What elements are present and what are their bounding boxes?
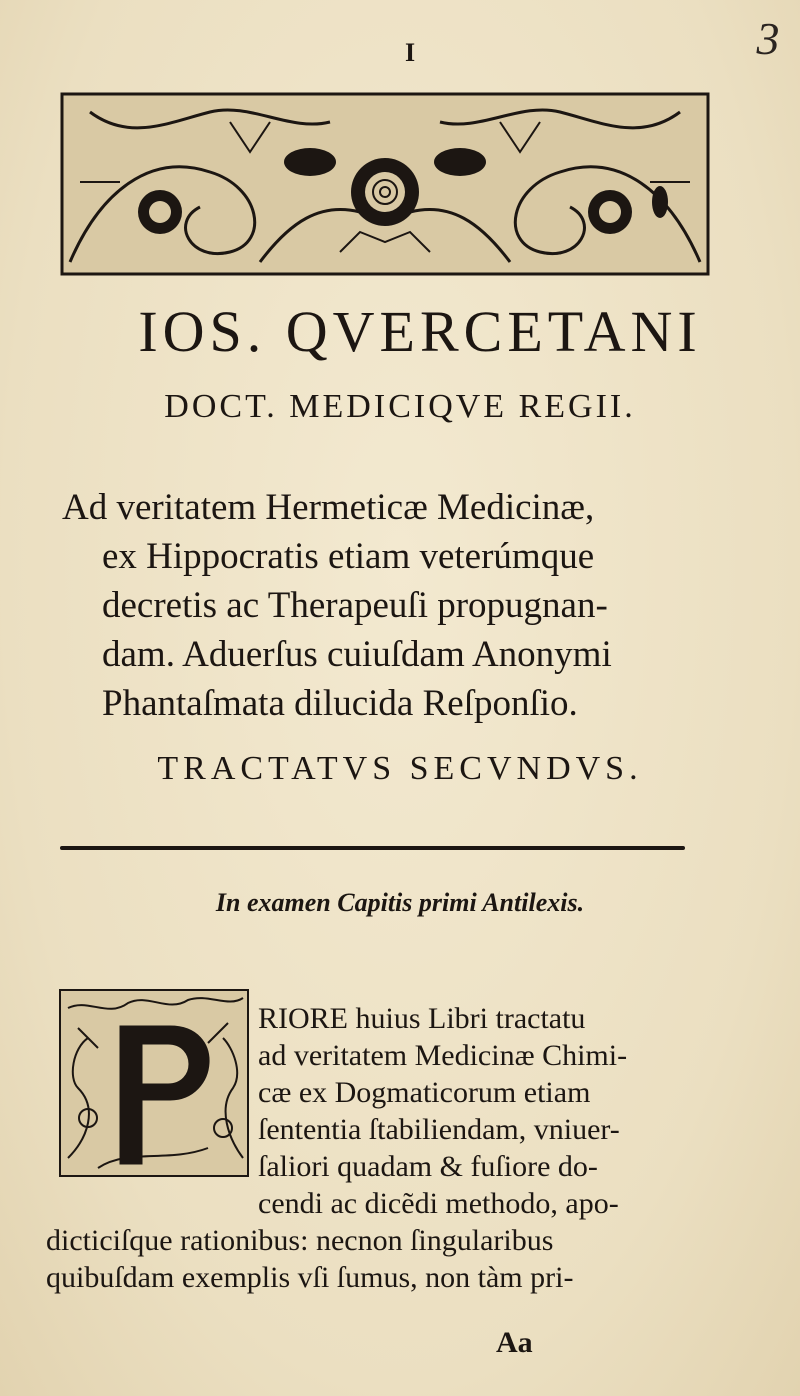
intro-line-2: ex Hippocratis etiam veterúmque xyxy=(102,536,595,577)
paragraph-line-3: cæ ex Dogmaticorum etiam xyxy=(258,1076,591,1109)
author-subtitle: DOCT. MEDICIQVE REGII. xyxy=(164,388,636,425)
paragraph-line-8: quibuſdam exemplis vſi ſumus, non tàm pri- xyxy=(46,1261,574,1294)
chapter-subheading: In examen Capitis primi Antilexis. xyxy=(215,888,585,917)
catchword: Aa xyxy=(496,1326,533,1359)
intro-line-5: Phantaſmata dilucida Reſponſio. xyxy=(102,683,578,724)
intro-line-1: Ad veritatem Hermeticæ Medicinæ, xyxy=(62,487,595,528)
paragraph-line-2: ad veritatem Medicinæ Chimi- xyxy=(258,1039,628,1072)
divider-rule xyxy=(60,846,685,850)
tractatus-heading: TRACTATVS SECVNDVS. xyxy=(157,750,643,787)
decorated-initial-p-icon xyxy=(58,988,250,1178)
paragraph-line-7: dicticiſque rationibus: necnon ſingularibus xyxy=(46,1224,554,1257)
folio-number: 3 xyxy=(756,13,780,64)
paragraph-line-1: RIORE huius Libri tractatu xyxy=(258,1002,586,1035)
author-title: IOS. QVERCETANI xyxy=(138,299,702,364)
signature-mark: I xyxy=(404,38,416,67)
intro-line-3: decretis ac Therapeuſi propugnan- xyxy=(102,585,608,626)
intro-line-4: dam. Aduerſus cuiuſdam Anonymi xyxy=(102,634,612,675)
paragraph-line-4: ſententia ſtabiliendam, vniuer- xyxy=(258,1113,620,1146)
floral-ornament-headpiece-icon xyxy=(60,92,710,276)
paragraph-line-5: ſaliori quadam & fuſiore do- xyxy=(258,1150,598,1183)
paragraph-line-6: cendi ac dicẽdi methodo, apo- xyxy=(258,1187,619,1220)
